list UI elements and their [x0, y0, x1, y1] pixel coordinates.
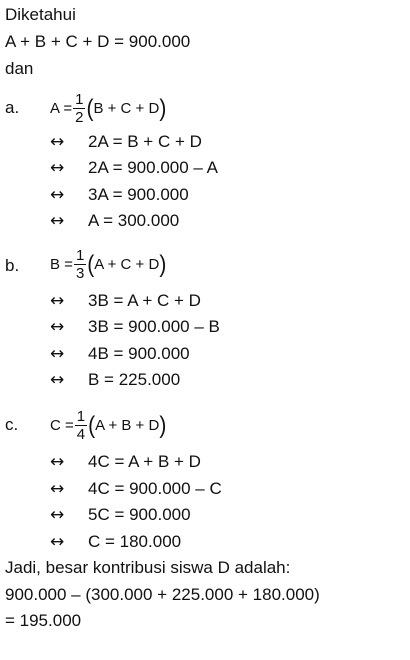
- step-line: [50, 317, 220, 337]
- equivalence-arrow-icon: ↔: [50, 505, 65, 525]
- equivalence-arrow-icon: ↔: [50, 211, 65, 231]
- equation-inner: A + C + D: [94, 255, 160, 273]
- intro-known-heading: Diketahui: [5, 5, 76, 24]
- fraction-numerator: 1: [75, 90, 84, 108]
- step-line: [50, 211, 179, 231]
- equivalence-arrow-icon: ↔: [50, 479, 65, 499]
- equation-lhs: A =: [50, 99, 73, 117]
- total-equation: A + B + C + D = 900.000: [5, 32, 191, 51]
- connector-text: dan: [5, 59, 34, 78]
- equivalence-arrow-icon: ↔: [50, 317, 65, 337]
- equivalence-arrow-icon: ↔: [50, 185, 65, 205]
- equivalence-arrow-icon: ↔: [50, 291, 65, 311]
- step-text: B = 225.000: [88, 370, 181, 389]
- section-label: a.: [5, 98, 20, 117]
- step-line: [50, 132, 202, 152]
- step-line: [50, 532, 181, 552]
- step-text: 5C = 900.000: [88, 505, 191, 524]
- step-text: 4C = 900.000 – C: [88, 479, 222, 498]
- fraction-denominator: 3: [75, 264, 85, 282]
- conclusion-statement: Jadi, besar kontribusi siswa D adalah:: [5, 558, 291, 577]
- equation-lhs: B =: [50, 255, 73, 273]
- step-text: C = 180.000: [88, 532, 182, 551]
- close-paren: ): [159, 250, 167, 278]
- step-text: 4C = A + B + D: [88, 452, 201, 471]
- equation-lhs: C =: [50, 416, 74, 434]
- conclusion-calculation: 900.000 – (300.000 + 225.000 + 180.000): [5, 585, 320, 604]
- step-line: [50, 158, 218, 178]
- fraction: [75, 408, 87, 443]
- step-line: [50, 291, 201, 311]
- equivalence-arrow-icon: ↔: [50, 158, 65, 178]
- step-text: A = 300.000: [88, 211, 180, 230]
- step-text: 3B = 900.000 – B: [88, 317, 220, 336]
- fraction-denominator: 4: [76, 425, 86, 443]
- step-text: 3B = A + C + D: [88, 291, 201, 310]
- equivalence-arrow-icon: ↔: [50, 370, 65, 390]
- equivalence-arrow-icon: ↔: [50, 344, 65, 364]
- equation-inner: B + C + D: [93, 99, 160, 117]
- fraction-denominator: 2: [75, 108, 84, 126]
- fraction-equation: [50, 405, 166, 445]
- conclusion-result: = 195.000: [5, 611, 82, 630]
- step-text: 2A = B + C + D: [88, 132, 202, 151]
- step-text: 4B = 900.000: [88, 344, 190, 363]
- close-paren: ): [159, 411, 167, 439]
- step-line: [50, 479, 222, 499]
- step-line: [50, 370, 180, 390]
- fraction-equation: [50, 88, 166, 128]
- section-label: b.: [5, 256, 20, 275]
- section-label: c.: [5, 415, 19, 434]
- step-line: [50, 185, 189, 205]
- open-paren: (: [87, 250, 95, 278]
- close-paren: ): [159, 94, 167, 122]
- equivalence-arrow-icon: ↔: [50, 132, 65, 152]
- open-paren: (: [88, 411, 96, 439]
- fraction-equation: [50, 244, 166, 284]
- open-paren: (: [86, 94, 94, 122]
- step-text: 2A = 900.000 – A: [88, 158, 218, 177]
- fraction: [74, 247, 86, 282]
- step-line: [50, 344, 190, 364]
- step-text: 3A = 900.000: [88, 185, 189, 204]
- equivalence-arrow-icon: ↔: [50, 532, 65, 552]
- step-line: [50, 452, 201, 472]
- fraction-numerator: 1: [75, 246, 85, 264]
- fraction-numerator: 1: [76, 407, 86, 425]
- step-line: [50, 505, 191, 525]
- equivalence-arrow-icon: ↔: [50, 452, 65, 472]
- equation-inner: A + B + D: [95, 416, 160, 434]
- fraction: [73, 91, 85, 126]
